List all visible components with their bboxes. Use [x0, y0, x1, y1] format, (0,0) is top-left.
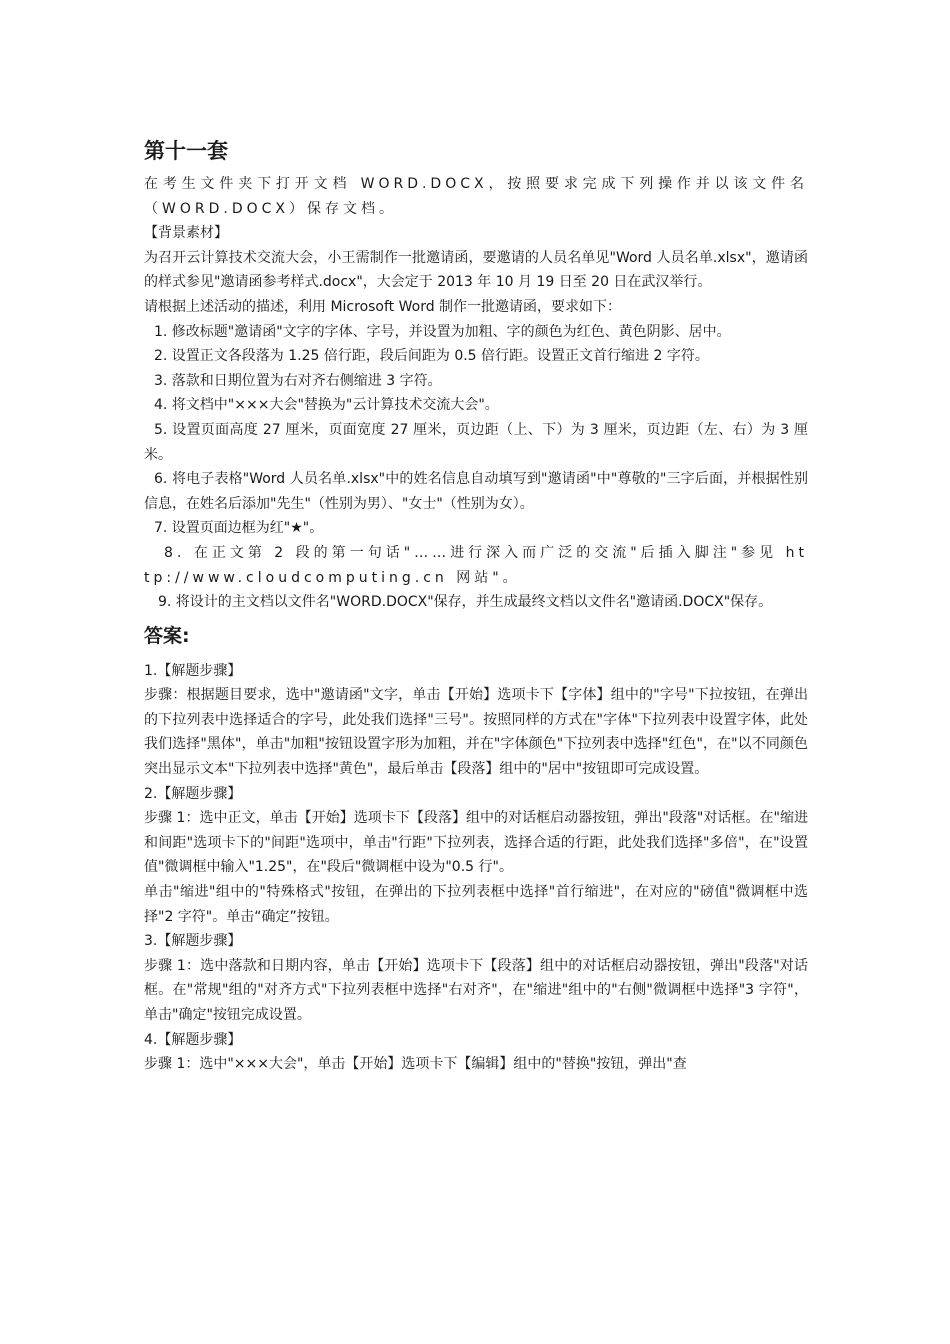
answer-step-text: 单击"缩进"组中的"特殊格式"按钮，在弹出的下拉列表框中选择"首行缩进"，在对应的"磅值"微调框中选择"2 字符"。单击“确定”按钮。 — [144, 884, 808, 925]
answer-step-text: 步骤：根据题目要求，选中"邀请函"文字，单击【开始】选项卡下【字体】组中的"字号"下拉按钮，在弹出的下拉列表中选择适合的字号，此处我们选择"三号"。按照同样的方式在"字体"下拉列表中设置字体，此处我们选择"黑体"，单击"加粗"按钮设置字形为加粗，并在"字体颜色"下拉列表中选择"红色"，在"以不同颜色突出显示文本"下拉列表中选择"黄色"，最后单击【段落】组中的"居中"按钮即可完成设置。 — [144, 687, 808, 778]
requirement-item: 4. 将文档中"×××大会"替换为"云计算技术交流大会"。 — [154, 397, 499, 414]
answer-step-label: 1.【解题步骤】 — [144, 662, 242, 679]
answer-heading: 答案: — [144, 624, 190, 647]
answer-step-label: 4.【解题步骤】 — [144, 1031, 242, 1048]
requirement-item: 5. 设置页面高度 27 厘米，页面宽度 27 厘米，页边距（上、下）为 3 厘米，页边距（左、右）为 3 厘米。 — [144, 421, 808, 463]
background-text: 为召开云计算技术交流大会，小王需制作一批邀请函，要邀请的人员名单见"Word 人员名单.xlsx"，邀请函的样式参见"邀请函参考样式.docx"，大会定于 2013 年 10 月 19 日至 20 日在武汉举行。 — [144, 249, 808, 291]
requirements-intro: 请根据上述活动的描述，利用 Microsoft Word 制作一批邀请函，要求如下： — [144, 298, 622, 315]
answer-step-text: 步骤 1：选中落款和日期内容，单击【开始】选项卡下【段落】组中的对话框启动器按钮，弹出"段落"对话框。在"常规"组的"对齐方式"下拉列表框中选择"右对齐"，在"缩进"组中的"右侧"微调框中选择"3 字符"，单击"确定"按钮完成设置。 — [144, 957, 808, 1023]
requirement-item: 8. 在正文第 2 段的第一句话"……进行深入而广泛的交流"后插入脚注"参见 http://www.cloudcomputing.cn 网站"。 — [144, 544, 808, 586]
intro-paragraph: 在考生文件夹下打开文档 WORD.DOCX，按照要求完成下列操作并以该文件名（WORD.DOCX）保存文档。 — [144, 176, 808, 217]
requirement-item: 2. 设置正文各段落为 1.25 倍行距，段后间距为 0.5 倍行距。设置正文首行缩进 2 字符。 — [154, 348, 709, 365]
answer-step-text: 步骤 1：选中正文，单击【开始】选项卡下【段落】组中的对话框启动器按钮，弹出"段落"对话框。在"缩进和间距"选项卡下的"间距"选项中，单击"行距"下拉列表，选择合适的行距，此处我们选择"多倍"，在"设置值"微调框中输入"1.25"，在"段后"微调框中设为"0.5 行"。 — [144, 810, 808, 876]
requirement-item: 7. 设置页面边框为红"★"。 — [154, 520, 324, 537]
answer-step-label: 2.【解题步骤】 — [144, 785, 242, 802]
requirement-item: 1. 修改标题"邀请函"文字的字体、字号，并设置为加粗、字的颜色为红色、黄色阴影、居中。 — [154, 323, 731, 340]
doc-title: 第十一套 — [144, 139, 228, 163]
requirement-item: 6. 将电子表格"Word 人员名单.xlsx"中的姓名信息自动填写到"邀请函"中"尊敬的"三字后面，并根据性别信息，在姓名后添加"先生"（性别为男）、"女士"（性别为女）。 — [144, 471, 808, 512]
background-label: 【背景素材】 — [144, 225, 228, 242]
answer-step-text: 步骤 1：选中"×××大会"，单击【开始】选项卡下【编辑】组中的"替换"按钮，弹出"查 — [144, 1056, 687, 1073]
document-page — [144, 134, 808, 1077]
requirement-item: 3. 落款和日期位置为右对齐右侧缩进 3 字符。 — [154, 372, 442, 389]
answer-step-label: 3.【解题步骤】 — [144, 933, 242, 950]
requirement-item: 9. 将设计的主文档以文件名"WORD.DOCX"保存，并生成最终文档以文件名"邀请函.DOCX"保存。 — [158, 594, 773, 611]
